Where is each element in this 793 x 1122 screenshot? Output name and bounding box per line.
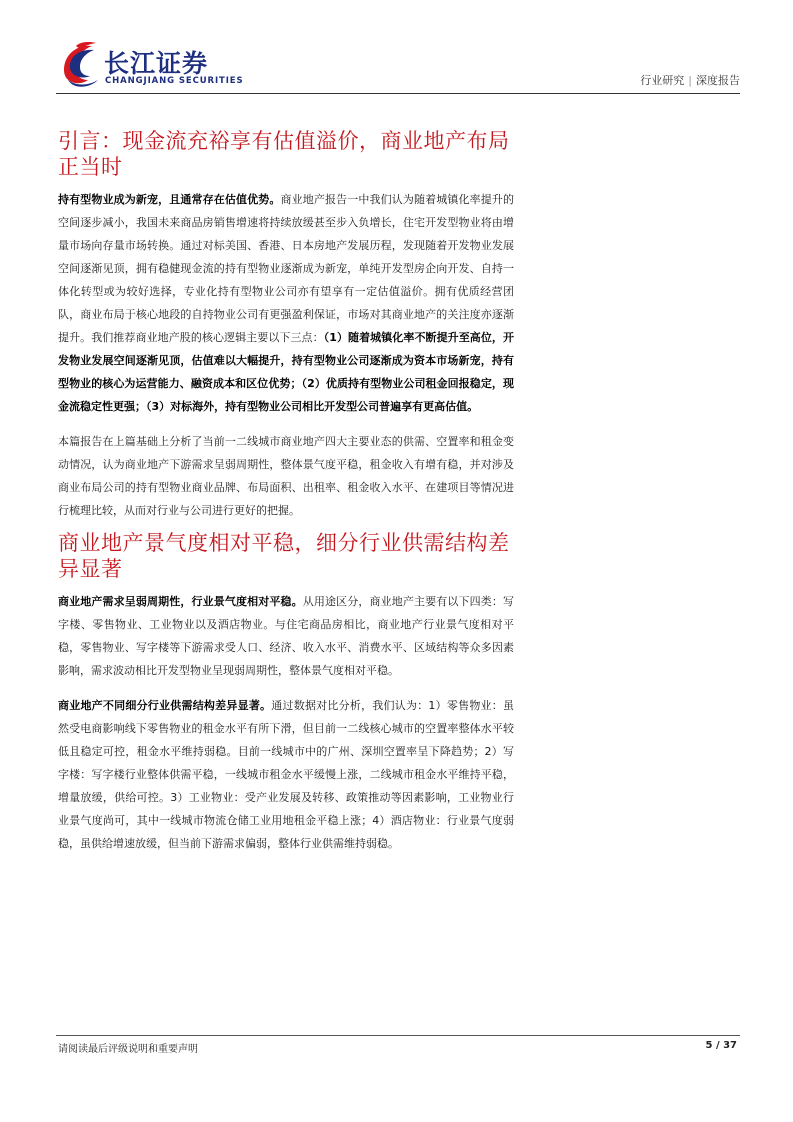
paragraph-lead-bold: 持有型物业成为新宠，且通常存在估值优势。 <box>58 193 281 206</box>
report-subcategory: 深度报告 <box>696 74 740 87</box>
section-1-heading: 引言：现金流充裕享有估值溢价，商业地产布局正当时 <box>58 129 510 179</box>
logo-english-name: CHANGJIANG SECURITIES <box>105 76 244 86</box>
footer-divider <box>56 1035 740 1036</box>
paragraph-lead-bold: 商业地产需求呈弱周期性，行业景气度相对平稳。 <box>58 595 303 608</box>
page-header <box>56 38 740 94</box>
section-2-paragraph-2 <box>58 694 514 855</box>
report-type-tag <box>640 72 740 88</box>
header-divider <box>56 93 740 94</box>
changjiang-wave-logo-icon <box>58 40 102 90</box>
company-logo <box>58 40 278 92</box>
paragraph-text: 商业地产报告一中我们认为随着城镇化率提升的空间逐步减小，我国未来商品房销售增速将持续放缓甚至步入负增长，住宅开发型物业将由增量市场向存量市场转换。通过对标美国、香港、日本房地产发展历程，发现随着开发物业发展空间逐渐见顶，拥有稳健现金流的持有型物业逐渐成为新宠，单纯开发型房企向开发、自持一体化转型或为较好选择，专业化持有型物业公司亦有望享有一定估值溢价。拥有优质经营团队，商业布局于核心地段的自持物业公司有更强盈利保证，市场对其商业地产的关注度亦逐渐提升。我们推荐商业地产股的核心逻辑主要以下三点： <box>58 193 514 344</box>
section-1-paragraph-1 <box>58 188 514 418</box>
logo-chinese-name: 长江证券 <box>104 49 209 78</box>
report-body <box>58 128 514 855</box>
section-2-paragraph-1 <box>58 590 514 682</box>
report-category: 行业研究 <box>640 74 685 87</box>
section-2-heading: 商业地产景气度相对平稳，细分行业供需结构差异显著 <box>58 531 510 581</box>
paragraph-lead-bold: 商业地产不同细分行业供需结构差异显著。 <box>58 699 272 712</box>
footer-disclaimer: 请阅读最后评级说明和重要声明 <box>58 1044 198 1055</box>
section-1-paragraph-2: 本篇报告在上篇基础上分析了当前一二线城市商业地产四大主要业态的供需、空置率和租金变动情况，认为商业地产下游需求呈弱周期性，整体景气度平稳，租金收入有增有稳，并对涉及商业布局公司的持有型物业商业品牌、布局面积、出租率、租金收入水平、在建项目等情况进行梳理比较，从而对行业与公司进行更好的把握。 <box>58 435 514 517</box>
tag-separator: | <box>688 74 692 87</box>
paragraph-key-points-bold: （1）随着城镇化率不断提升至高位，开发物业发展空间逐渐见顶，估值难以大幅提升，持有型物业公司逐渐成为资本市场新宠，持有型物业的核心为运营能力、融资成本和区位优势；（2）优质持有型物业公司租金回报稳定，现金流稳定性更强；（3）对标海外，持有型物业公司相比开发型公司普遍享有更高估值。 <box>58 331 515 413</box>
paragraph-text: 通过数据对比分析，我们认为：1）零售物业：虽然受电商影响线下零售物业的租金水平有所下滑，但目前一二线核心城市的空置率整体水平较低且稳定可控，租金水平维持弱稳。目前一线城市中的广州、深圳空置率呈下降趋势；2）写字楼：写字楼行业整体供需平稳，一线城市租金水平缓慢上涨，二线城市租金水平维持平稳，增量放缓，供给可控。3）工业物业：受产业发展及转移、政策推动等因素影响，工业物业行业景气度尚可，其中一线城市物流仓储工业用地租金平稳上涨；4）酒店物业：行业景气度弱稳，虽供给增速放缓，但当前下游需求偏弱，整体行业供需维持弱稳。 <box>58 699 515 850</box>
page-number: 5 / 37 <box>705 1040 737 1051</box>
paragraph-text: 从用途区分，商业地产主要有以下四类：写字楼、零售物业、工业物业以及酒店物业。与住宅商品房相比，商业地产行业景气度相对平稳，零售物业、写字楼等下游需求受人口、经济、收入水平、消费水平、区域结构等众多因素影响，需求波动相比开发型物业呈现弱周期性，整体景气度相对平稳。 <box>58 595 514 677</box>
